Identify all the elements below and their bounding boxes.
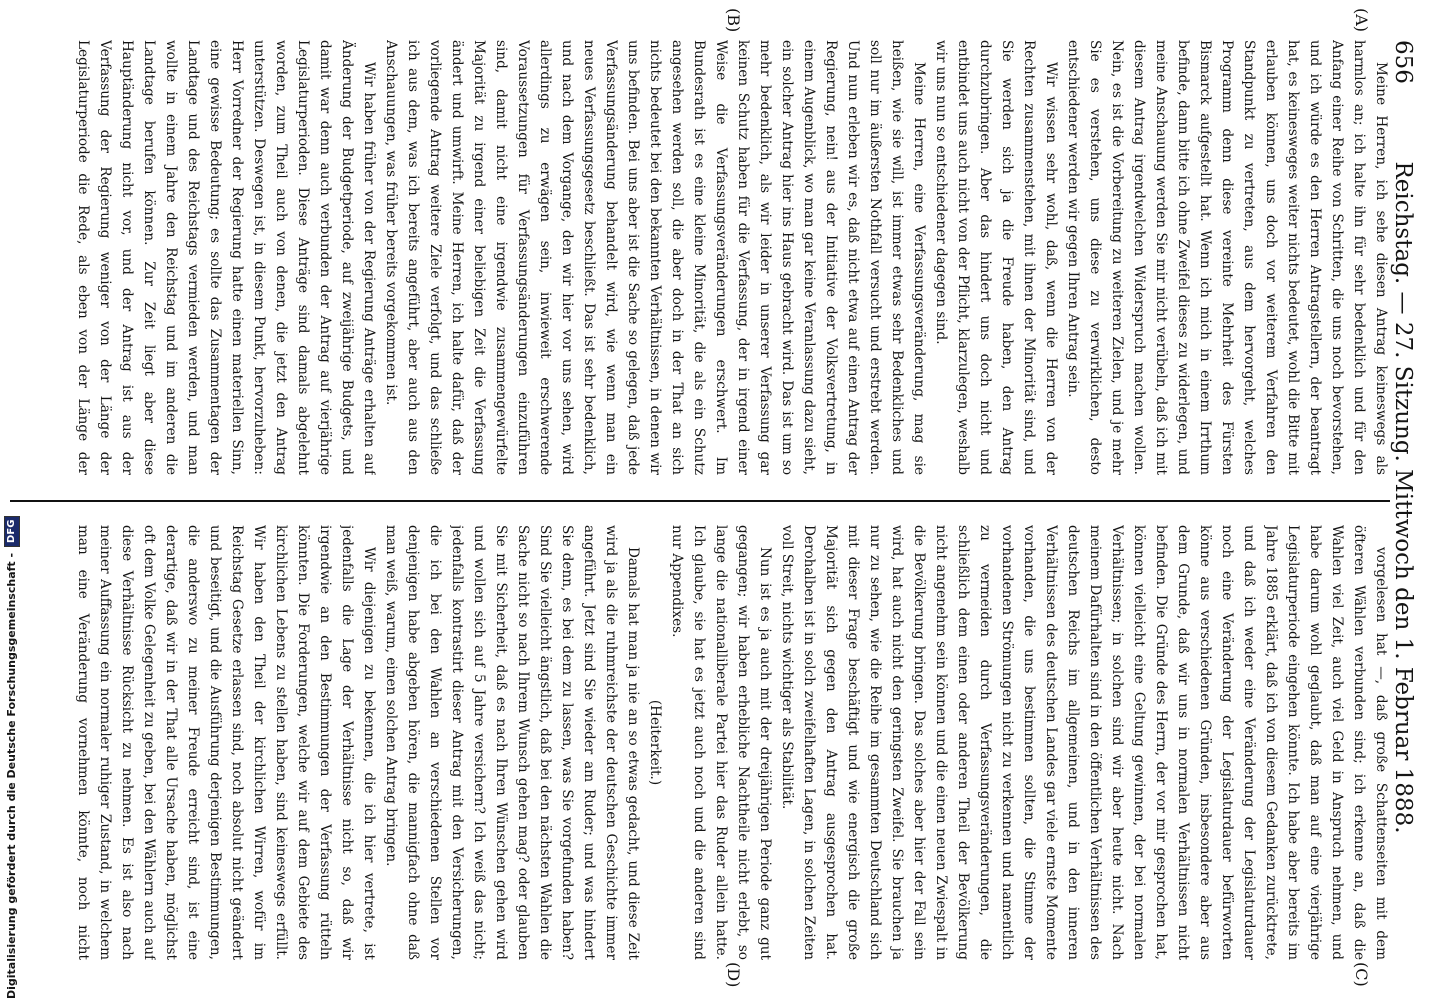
- column-divider: [10, 500, 1390, 502]
- paragraph: Nun ist es ja auch mit der dreijährigen Periode ganz gut gegangen; wir haben erhebliche Nachtheile nicht erlebt, so lange die nationalliberale Partei hier das Ruder allein hatte. Ich glaube, sie hat es jetzt auch noch und die anderen sind nur Appendixes.: [669, 525, 773, 960]
- paragraph: Wir haben früher von der Regierung Anträge erhalten auf Änderung der Budgetperiode, auf zweijährige Budgets, und damit war denn auch verbunden der Antrag auf vierjährige Legislaturperioden. Diese Anträge sind damals abgelehnt worden, zum Theil auch von denen, die jetzt den Antrag unterstützen. Deswegen ist, in diesem Punkt, hervorzuheben: Herr Vorredner der Regierung hatte einen materiellen Sinn, eine gewisse Bedeutung; es sollte das Zusammentagen der Landtage und des Reichstags vermieden werden, und man wollte in einem Jahre den Reichstag und im anderen die Landtage berufen können. Zur Zeit liegt aber diese Hauptänderung nicht vor, und der Antrag ist aus der Verfassung der Regierung weniger von der Länge der Legislaturperiode die Rede, als eben von der Länge der: [75, 40, 377, 475]
- left-text-column: [72, 40, 1392, 475]
- paragraph: Meine Herren, eine Verfassungsveränderung, mag sie heißen, wie sie will, ist immer etwas sehr Bedenkliches und soll nur im äußersten Nothfall versucht und erstrebt werden. Und nun erleben wir es, daß nicht etwa auf einen Antrag der Regierung, nein! aus der Initiative der Volksvertretung, in einem Augenblick, wo man gar keine Veranlassung dazu sieht, ein solcher Antrag hier ins Haus gebracht wird. Das ist um so mehr bedenklich, als wir leider in unserer Verfassung gar keinen Schutz haben für die Verfassung, der in irgend einer Weise die Verfassungsveränderungen erschwert. Im Bundesrath ist es eine kleine Minorität, die als ein Schutz angesehen werden soll, die aber doch in der That an sich nichts bedeutet bei den bekannten Verhältnissen, in denen wir uns befinden. Bei uns aber ist die Sache so gelegen, daß jede Verfassungsänderung behandelt wird, wie wenn man ein neues Verfassungsgesetz beschließt. Das ist sehr bedenklich, und nach dem Vorgange, den wir hier vor uns sehen, wird allerdings zu erwägen sein, inwieweit erschwerende Voraussetzungen für Verfassungsänderungen einzuführen sind, damit nicht eine irgendwie zusammengewürfelte Majorität zu irgend einer beliebigen Zeit die Verfassung ändert und umwirft. Meine Herren, ich halte dafür, daß der vorliegende Antrag weitere Ziele verfolgt, und das schließe ich aus dem, was ich bereits angeführt, aber auch aus den Anschauungen, was früher bereits vorgekommen ist.: [383, 40, 927, 475]
- margin-mark-d: (D): [724, 962, 743, 988]
- paragraph: Wir diejenigen zu bekennen, die ich hier vertrete, ist jedenfalls die Lage der Verhältnisse nicht so, daß wir irgendwie an den Bestimmungen der Verfassung rütteln könnten. Die Forderungen, welche wir auf dem Gebiete des kirchlichen Lebens zu stellen haben, sind keineswegs erfüllt. Wir haben den Theil der kirchlichen Wirren, wofür im Reichstag Gesetze erlassen sind, noch absolut nicht geändert und beseitigt, und die Ausführung derjenigen Bestimmungen, die anderswo zu meiner Freude erreicht sind, ist eine derartige, daß wir in der That alle Ursache haben, möglichst oft dem Volke Gelegenheit zu geben, bei den Wählern auch auf diese Verhältnisse Rücksicht zu nehmen. Es ist also nach meiner Auffassung ein normaler ruhiger Zustand, in welchem man eine Veränderung vornehmen könnte, noch nicht: [75, 525, 377, 960]
- margin-mark-b: (B): [724, 8, 743, 33]
- dfg-logo: DFG: [4, 516, 20, 547]
- page-title: Reichstag. — 27. Sitzung. Mittwoch den 1. Februar 1888.: [1390, 161, 1416, 834]
- paragraph: Meine Herren, ich sehe diesen Antrag keineswegs als harmlos an; ich halte ihn für sehr bedenklich und für den Anfang einer Reihe von Schritten, die uns noch bevorstehen, und ich würde es den Herren Antragstellern, der beantragt hat, es keinesweges weiter nichts bedeutet, wohl die Bitte mit erlauben können, uns doch vor weiterem Verfahren den Standpunkt zu vertreten, aus dem hervorgeht, welches Programm denn diese vereinte Mehrheit des Fürsten Bismarck aufgestellt hat. Wenn ich mich in einem Irrthum befinde, dann bitte ich ohne Zweifel dieses zu widerlegen, und meine Anschauung werden Sie mir nicht verübeln, daß ich mit diesem Antrag irgendwelchen Widerspruch machen wollen. Nein, es ist die Vorbereitung zu weiteren Zielen, und je mehr Sie es verstehen, uns diese zu verwirklichen, desto entschiedener werden wir gegen Ihren Antrag sein.: [1065, 40, 1389, 475]
- paragraph: vorgelesen hat —, daß große Schattenseiten mit dem öfteren Wählen verbunden sind; ich erkenne an, daß die Wahlen viel Zeit, auch viel Geld in Anspruch nehmen, und habe darum wohl geglaubt, daß man auf eine vierjährige Legislaturperiode eingehen könnte. Ich habe aber bereits im Jahre 1885 erklärt, daß ich von diesem Gedanken zurücktrete, und daß ich weder eine Veränderung der Legislaturdauer noch eine Veränderung der Legislaturdauer befürworten könne aus verschiedenen Gründen, insbesondere aber aus dem Grunde, daß wir uns in normalen Verhältnissen nicht befinden. Die Gründe des Herrn, der vor mir gesprochen hat, können vielleicht eine Geltung gewinnen, der bei normalen Verhältnissen; in solchen sind wir aber heute nicht. Nach meinem Dafürhalten sind in den öffentlichen Verhältnissen des deutschen Reichs im allgemeinen, und in den inneren Verhältnissen des deutschen Landes gar viele ernste Momente vorhanden, die uns bestimmen sollten, die Stimme der vorhandenen Strömungen nicht zu verkennen und namentlich zu vermeiden durch Verfassungsveränderungen, die schließlich dem einen oder anderen Theil der Bevölkerung nicht angenehm sein können und die einen neuen Zwiespalt in die Bevölkerung bringen. Das solches aber hier der Fall sein wird, hat auch nicht den geringsten Zweifel. Sie brauchen ja nur zu sehen, wie die Reihe im gesammten Deutschland sich mit dieser Frage beschäftigt und wie energisch die große Majorität sich gegen den Antrag ausgesprochen hat. Derohalben ist in solch zweifelhaften Lagen, in solchen Zeiten voll Streit, nichts wichtiger als Stabilität.: [779, 525, 1389, 960]
- paragraph: Damals hat man ja nie an so etwas gedacht, und diese Zeit wird ja als die ruhmreichste der deutschen Geschichte immer angeführt. Jetzt sind Sie wieder am Ruder; und was hindert Sie denn, es bei dem zu lassen, was Sie vorgefunden haben? Sind Sie vielleicht ängstlich, daß bei den nächsten Wahlen die Sache nicht so nach Ihrem Wunsch gehen mag? oder glauben Sie mit Sicherheit, daß es nach Ihren Wünschen gehen wird und wollen sich auf 5 Jahre versichern? Ich weiß das nicht; jedenfalls kontrastirt dieser Antrag mit den Versicherungen, die ich bei den Wahlen an verschiedenen Stellen vor denjenigen habe abgeben hören, die mannigfach ohne daß man weiß, warum, einen solchen Antrag bringen.: [383, 525, 641, 960]
- margin-mark-a: (A): [1352, 8, 1371, 33]
- digitization-footer: [0, 519, 22, 1000]
- margin-mark-c: (C): [1352, 962, 1371, 987]
- funding-notice: Digitalisierung gefördert durch die Deutsche Forschungsgemeinschaft -: [5, 552, 18, 999]
- paragraph: Wir wissen sehr wohl, daß, wenn die Herren von der Rechten zusammenstehen, mit ihnen der Minorität sind, und Sie werden sich ja die Freude haben, den Antrag durchzubringen. Aber das hindert uns doch nicht und entbindet uns auch nicht von der Pflicht, klarzulegen, weshalb wir uns nun so entschiedener dagegen sind.: [933, 40, 1059, 475]
- interjection: (Heiterkeit.): [647, 699, 663, 786]
- right-text-column: [72, 525, 1392, 960]
- page-number: 656: [1390, 40, 1416, 84]
